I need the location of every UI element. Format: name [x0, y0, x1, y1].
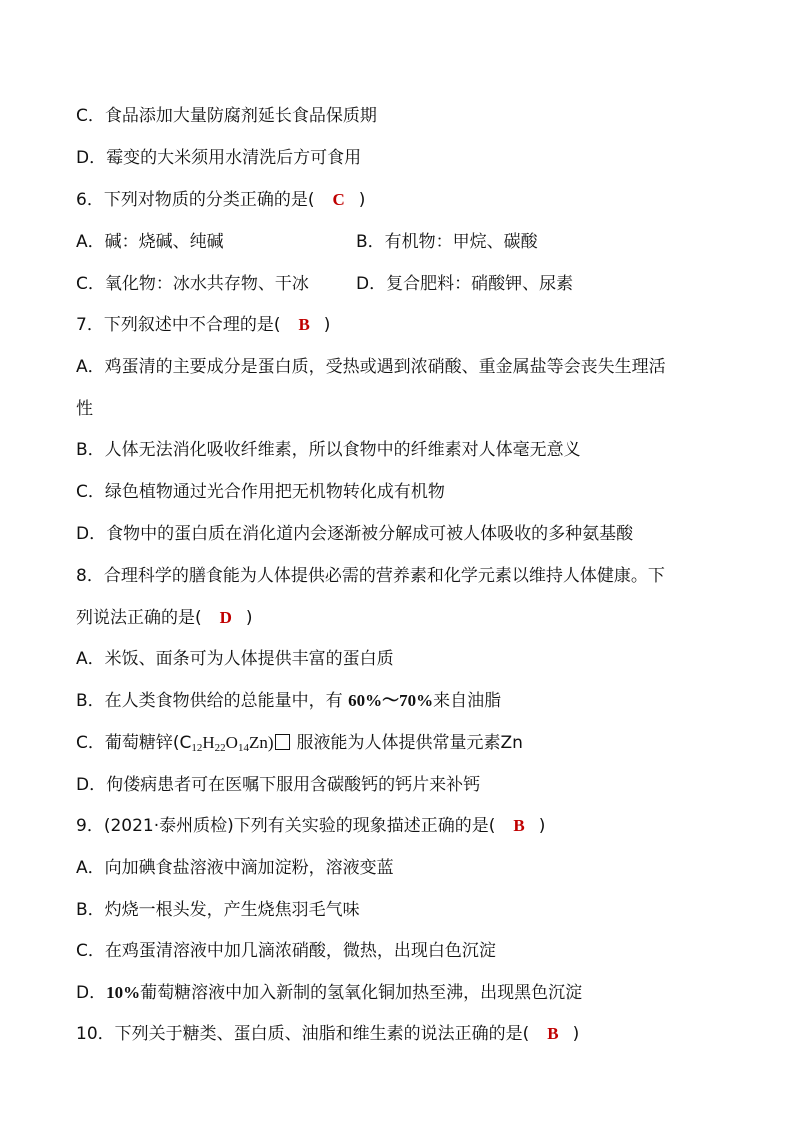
question-8-option-b-text: B．在人类食物供给的总能量中，有: [76, 691, 349, 711]
question-6-answer: C: [332, 190, 345, 209]
question-9-close: ): [538, 816, 546, 836]
question-8-option-d: D．佝偻病患者可在医嘱下服用含碳酸钙的钙片来补钙: [76, 775, 481, 795]
question-6-options-ab: [76, 230, 538, 254]
question-9-answer: B: [513, 816, 525, 835]
formula-o: O: [225, 733, 238, 752]
question-8-stem-line1: 8．合理科学的膳食能为人体提供必需的营养素和化学元素以维持人体健康。下: [76, 566, 665, 586]
question-8-option-b-tail: 来自油脂: [433, 691, 502, 711]
formula-h: H: [202, 733, 215, 752]
question-7-answer: B: [298, 315, 310, 334]
formula-subscript-h: 22: [214, 742, 226, 754]
question-9-option-d-text: 葡萄糖溶液中加入新制的氢氧化铜加热至沸，出现黑色沉淀: [140, 983, 583, 1003]
question-9-option-d-label: D．: [76, 983, 107, 1003]
question-6-option-b: B．有机物：甲烷、碳酸: [356, 232, 538, 252]
question-9-option-a: A．向加碘食盐溶液中滴加淀粉，溶液变蓝: [76, 858, 394, 878]
question-7-option-b: B．人体无法消化吸收纤维素，所以食物中的纤维素对人体毫无意义: [76, 440, 581, 460]
option-d-moldy-rice: D．霉变的大米须用水清洗后方可食用: [76, 148, 362, 168]
question-10-stem: 10．下列关于糖类、蛋白质、油脂和维生素的说法正确的是(: [76, 1024, 530, 1044]
question-10: [76, 1022, 579, 1046]
question-6-option-c: C．氧化物：冰水共存物、干冰: [76, 274, 309, 294]
question-7-stem: 7．下列叙述中不合理的是(: [76, 315, 281, 335]
question-6-option-a: A．碱：烧碱、纯碱: [76, 232, 224, 252]
question-6: [76, 188, 365, 212]
question-7-option-d: D．食物中的蛋白质在消化道内会逐渐被分解成可被人体吸收的多种氨基酸: [76, 524, 634, 544]
question-6-options-cd: [76, 272, 574, 296]
question-6-stem: 6．下列对物质的分类正确的是(: [76, 190, 315, 210]
question-8-option-b-percent: 60%～70%: [348, 691, 434, 710]
question-9-option-c: C．在鸡蛋清溶液中加几滴浓硝酸，微热，出现白色沉淀: [76, 941, 496, 961]
formula-subscript-c: 12: [191, 742, 203, 754]
formula-zn: Zn): [248, 733, 274, 752]
question-9-option-d: [76, 981, 582, 1005]
question-7-option-a-line1: A．鸡蛋清的主要成分是蛋白质，受热或遇到浓硝酸、重金属盐等会丧失生理活: [76, 357, 666, 377]
question-10-close: ): [572, 1024, 580, 1044]
question-8-answer: D: [219, 608, 232, 627]
question-8-option-c-text: C．葡萄糖锌(C: [76, 733, 192, 753]
question-7-option-c: C．绿色植物通过光合作用把无机物转化成有机物: [76, 482, 445, 502]
question-7-option-a-line2: 性: [76, 399, 93, 419]
question-9-option-d-percent: 10%: [106, 983, 141, 1002]
question-8: [76, 606, 253, 630]
question-9-option-b: B．灼烧一根头发，产生烧焦羽毛气味: [76, 900, 360, 920]
option-c-preservatives: C．食品添加大量防腐剂延长食品保质期: [76, 106, 377, 126]
question-8-option-c: [76, 731, 523, 755]
question-9-stem: 9．(2021·泰州质检)下列有关实验的现象描述正确的是(: [76, 816, 496, 836]
question-8-option-b: [76, 689, 501, 713]
question-8-option-a: A．米饭、面条可为人体提供丰富的蛋白质: [76, 649, 394, 669]
formula-subscript-o: 14: [237, 742, 249, 754]
question-10-answer: B: [547, 1024, 559, 1043]
question-7: [76, 313, 330, 337]
question-6-close: ): [358, 190, 366, 210]
question-9: [76, 814, 545, 838]
question-7-close: ): [323, 315, 331, 335]
question-6-option-d: D．复合肥料：硝酸钾、尿素: [356, 274, 574, 294]
question-8-stem-line2: 列说法正确的是(: [76, 608, 202, 628]
question-8-close: ): [245, 608, 253, 628]
missing-glyph-box-icon: [275, 734, 290, 750]
question-8-option-c-tail: 服液能为人体提供常量元素Zn: [296, 733, 523, 753]
